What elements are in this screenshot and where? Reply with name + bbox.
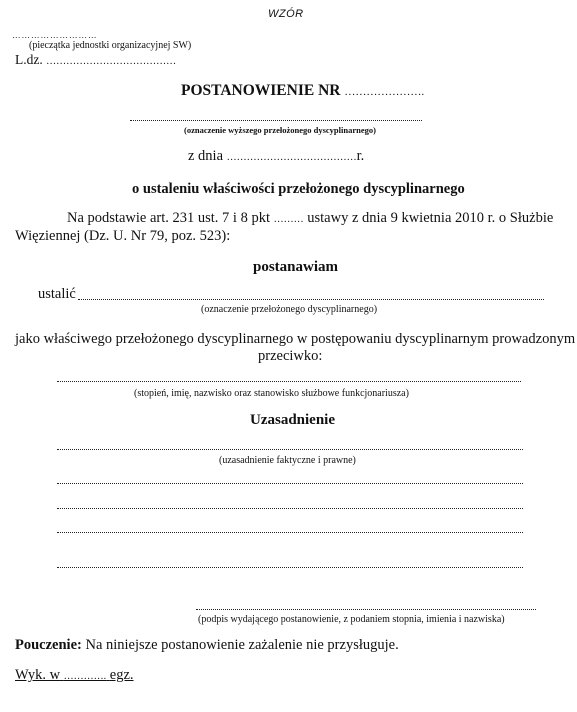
- title-dots: ………………….: [344, 86, 425, 98]
- date-dots: …………………………………: [226, 152, 357, 163]
- establish-dotted-line: [78, 299, 544, 300]
- wzor-label: WZÓR: [268, 8, 304, 20]
- basis-line-1: [67, 210, 553, 227]
- justification-line-3: [57, 508, 523, 509]
- justification-caption: (uzasadnienie faktyczne i prawne): [219, 455, 356, 466]
- date-prefix: z dnia: [188, 148, 224, 164]
- superior-dotted-line: [130, 120, 422, 121]
- establish-label: ustalić: [38, 286, 76, 302]
- justification-heading: Uzasadnienie: [250, 412, 336, 428]
- copies-suffix: egz.: [109, 667, 134, 683]
- copies-dots: ………….: [63, 671, 107, 682]
- copies-prefix: Wyk. w: [15, 667, 61, 683]
- date-suffix: r.: [356, 148, 365, 164]
- basis-prefix: Na podstawie art. 231 ust. 7 i 8 pkt: [67, 210, 270, 226]
- stamp-dots: ………………………: [12, 30, 98, 40]
- document-title: [181, 82, 424, 100]
- basis-line-2: Więziennej (Dz. U. Nr 79, poz. 523):: [15, 228, 231, 244]
- copies-line: [15, 667, 134, 684]
- justification-line-2: [57, 483, 523, 484]
- instruction-line: [15, 637, 399, 654]
- decree-heading: postanawiam: [253, 259, 339, 275]
- establish-caption: (oznaczenie przełożonego dyscyplinarnego): [201, 304, 378, 315]
- signature-dotted-line: [196, 609, 536, 610]
- signature-caption: (podpis wydającego postanowienie, z podaniem stopnia, imienia i nazwiska): [198, 614, 505, 625]
- proceedings-line-1: jako właściwego przełożonego dyscyplinarnego w postępowaniu dyscyplinarnym prowadzonym: [15, 331, 576, 347]
- ldz-dots: …………………………………: [46, 56, 177, 67]
- officer-dotted-line: [57, 381, 521, 382]
- officer-caption: (stopień, imię, nazwisko oraz stanowisko służbowe funkcjonariusza): [134, 388, 409, 399]
- justification-line-4: [57, 532, 523, 533]
- subject-heading: o ustaleniu właściwości przełożonego dyscyplinarnego: [132, 181, 465, 197]
- instruction-text: Na niniejsze postanowienie zażalenie nie przysługuje.: [85, 637, 399, 653]
- stamp-label: (pieczątka jednostki organizacyjnej SW): [29, 40, 192, 51]
- basis-suffix: ustawy z dnia 9 kwietnia 2010 r. o Służbie: [307, 210, 554, 226]
- registry-number: [15, 52, 176, 68]
- basis-dots: ………: [273, 214, 304, 225]
- superior-caption: (oznaczenie wyższego przełożonego dyscyplinarnego): [184, 125, 376, 135]
- instruction-label: Pouczenie:: [15, 637, 82, 653]
- justification-line-5: [57, 567, 523, 568]
- ldz-label: L.dz.: [15, 52, 43, 67]
- justification-line-1: [57, 449, 523, 450]
- date-line: [188, 148, 364, 165]
- title-text: POSTANOWIENIE NR: [181, 82, 341, 99]
- proceedings-line-2: przeciwko:: [258, 348, 323, 364]
